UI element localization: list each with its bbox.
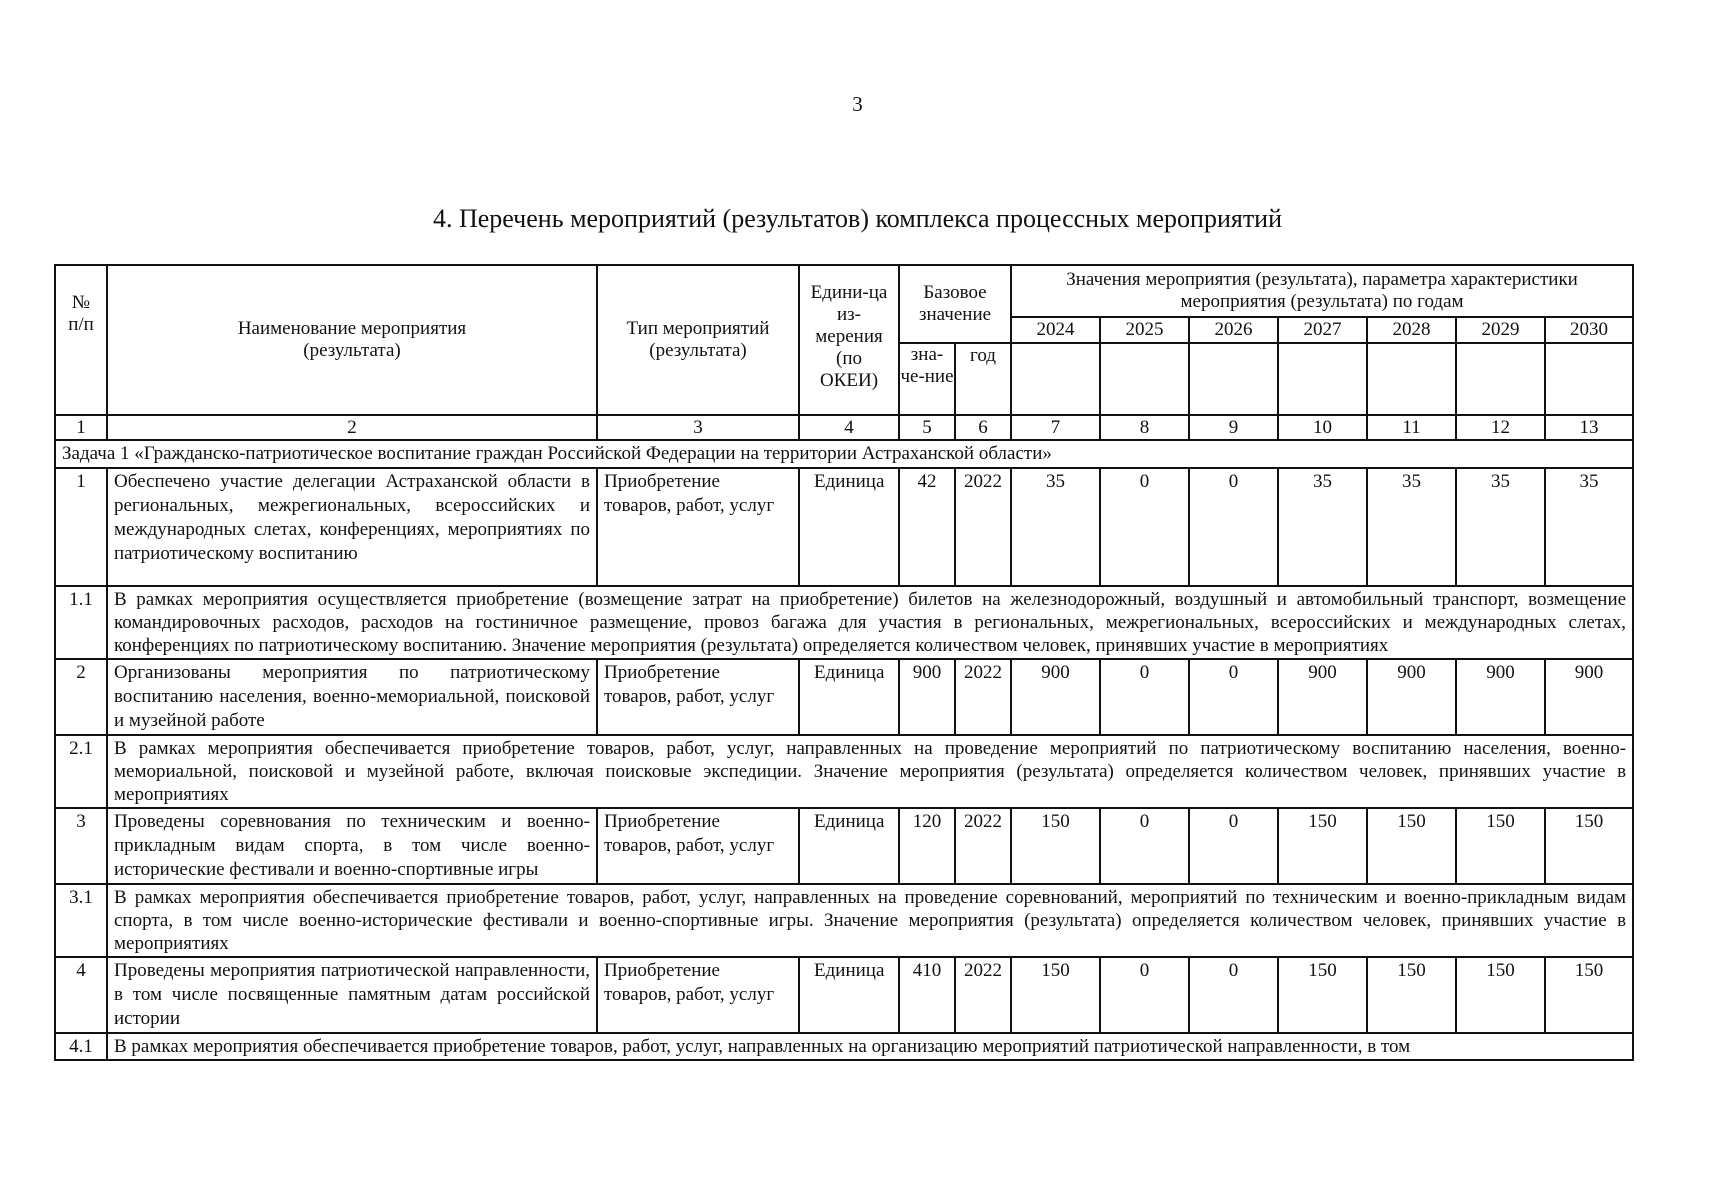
row-value: 0	[1100, 468, 1189, 586]
col-num: 1	[55, 415, 107, 440]
row-value: 150	[1545, 808, 1633, 884]
row-sub-num: 1.1	[55, 586, 107, 659]
row-value: 0	[1189, 808, 1278, 884]
table-row-description	[55, 586, 1633, 659]
row-value: 150	[1367, 957, 1456, 1033]
header-year-2029: 2029	[1456, 317, 1545, 343]
row-base-year: 2022	[955, 468, 1011, 586]
header-year-2027: 2027	[1278, 317, 1367, 343]
row-value: 35	[1278, 468, 1367, 586]
row-type: Приобретение товаров, работ, услуг	[597, 957, 799, 1033]
row-type: Приобретение товаров, работ, услуг	[597, 659, 799, 735]
row-unit: Единица	[799, 957, 899, 1033]
row-num: 2	[55, 659, 107, 735]
col-num: 6	[955, 415, 1011, 440]
document-title: 4. Перечень мероприятий (результатов) комплекса процессных мероприятий	[432, 204, 1283, 233]
header-year-2030: 2030	[1545, 317, 1633, 343]
row-value: 900	[1545, 659, 1633, 735]
row-value: 150	[1011, 957, 1100, 1033]
row-value: 150	[1456, 957, 1545, 1033]
table-row	[55, 808, 1633, 884]
row-value: 900	[1011, 659, 1100, 735]
table-row-description	[55, 1033, 1633, 1060]
activities-table	[54, 264, 1634, 1061]
table-row	[55, 957, 1633, 1033]
row-value: 35	[1367, 468, 1456, 586]
row-value: 150	[1278, 808, 1367, 884]
row-value: 150	[1011, 808, 1100, 884]
row-base-value: 410	[899, 957, 955, 1033]
row-unit: Единица	[799, 808, 899, 884]
task-label: Задача 1 «Гражданско-патриотическое воспитание граждан Российской Федерации на территории Астраханской области»	[55, 440, 1633, 468]
header-num: № п/п	[55, 265, 107, 415]
row-value: 0	[1100, 659, 1189, 735]
header-type: Тип мероприятий (результата)	[597, 265, 799, 415]
column-numbers-row	[55, 415, 1633, 440]
row-sub-text: В рамках мероприятия осуществляется приобретение (возмещение затрат на приобретение) билетов на железнодорожный, воздушный и автомобильный транспорт, возмещение командировочных расходов, расходов на гостиничное размещение, провоз багажа для участия в региональных, межрегиональных, всероссийских и международных слетах, конференциях по патриотическому воспитанию. Значение мероприятия (результата) определяется количеством человек, принявших участие в мероприятиях	[107, 586, 1633, 659]
row-sub-num: 4.1	[55, 1033, 107, 1060]
page-number: 3	[852, 92, 863, 116]
col-num: 11	[1367, 415, 1456, 440]
row-num: 3	[55, 808, 107, 884]
row-value: 150	[1278, 957, 1367, 1033]
row-sub-text: В рамках мероприятия обеспечивается приобретение товаров, работ, услуг, направленных на проведение мероприятий по патриотическому воспитанию населения, военно-мемориальной, поисковой и музейной работе, включая поисковые экспедиции. Значение мероприятия (результата) определяется количеством человек, принявших участие в мероприятиях	[107, 735, 1633, 808]
header-name: Наименование мероприятия (результата)	[107, 265, 597, 415]
row-name: Обеспечено участие делегации Астраханской области в региональных, межрегиональных, всероссийских и международных слетах, конференциях, мероприятиях по патриотическому воспитанию	[107, 468, 597, 586]
col-num: 7	[1011, 415, 1100, 440]
row-num: 4	[55, 957, 107, 1033]
col-num: 9	[1189, 415, 1278, 440]
row-value: 35	[1011, 468, 1100, 586]
row-unit: Единица	[799, 659, 899, 735]
row-value: 900	[1456, 659, 1545, 735]
col-num: 10	[1278, 415, 1367, 440]
row-num: 1	[55, 468, 107, 586]
header-base-value: зна-че-ние	[899, 343, 955, 415]
row-base-value: 120	[899, 808, 955, 884]
col-num: 4	[799, 415, 899, 440]
header-base-year: год	[955, 343, 1011, 415]
row-sub-text: В рамках мероприятия обеспечивается приобретение товаров, работ, услуг, направленных на проведение соревнований, мероприятий по техническим и военно-прикладным видам спорта, в том числе военно-исторические фестивали и военно-спортивные игры. Значение мероприятия (результата) определяется количеством человек, принявших участие в мероприятиях	[107, 884, 1633, 957]
header-values-group: Значения мероприятия (результата), параметра характеристики мероприятия (результата) по годам	[1011, 265, 1633, 317]
row-value: 900	[1367, 659, 1456, 735]
row-value: 0	[1189, 468, 1278, 586]
row-value: 150	[1545, 957, 1633, 1033]
row-value: 900	[1278, 659, 1367, 735]
task-row	[55, 440, 1633, 468]
row-sub-text: В рамках мероприятия обеспечивается приобретение товаров, работ, услуг, направленных на организацию мероприятий патриотической направленности, в том	[107, 1033, 1633, 1060]
row-name: Организованы мероприятия по патриотическому воспитанию населения, военно-мемориальной, поисковой и музейной работе	[107, 659, 597, 735]
row-name: Проведены соревнования по техническим и военно-прикладным видам спорта, в том числе военно-исторические фестивали и военно-спортивные игры	[107, 808, 597, 884]
row-value: 35	[1456, 468, 1545, 586]
row-sub-num: 2.1	[55, 735, 107, 808]
header-year-2025: 2025	[1100, 317, 1189, 343]
row-value: 0	[1189, 659, 1278, 735]
row-value: 0	[1100, 808, 1189, 884]
row-base-year: 2022	[955, 659, 1011, 735]
header-base: Базовое значение	[899, 265, 1011, 343]
table-row-description	[55, 884, 1633, 957]
col-num: 13	[1545, 415, 1633, 440]
col-num: 12	[1456, 415, 1545, 440]
row-value: 150	[1367, 808, 1456, 884]
row-name: Проведены мероприятия патриотической направленности, в том числе посвященные памятным датам российской истории	[107, 957, 597, 1033]
row-type: Приобретение товаров, работ, услуг	[597, 468, 799, 586]
row-base-value: 42	[899, 468, 955, 586]
header-year-2026: 2026	[1189, 317, 1278, 343]
col-num: 8	[1100, 415, 1189, 440]
row-base-year: 2022	[955, 957, 1011, 1033]
row-type: Приобретение товаров, работ, услуг	[597, 808, 799, 884]
row-base-year: 2022	[955, 808, 1011, 884]
row-value: 0	[1100, 957, 1189, 1033]
row-unit: Единица	[799, 468, 899, 586]
row-sub-num: 3.1	[55, 884, 107, 957]
row-value: 150	[1456, 808, 1545, 884]
header-year-2024: 2024	[1011, 317, 1100, 343]
header-unit: Едини-ца из-мерения (по ОКЕИ)	[799, 265, 899, 415]
row-base-value: 900	[899, 659, 955, 735]
col-num: 5	[899, 415, 955, 440]
table-row	[55, 659, 1633, 735]
col-num: 3	[597, 415, 799, 440]
table-row-description	[55, 735, 1633, 808]
row-value: 0	[1189, 957, 1278, 1033]
col-num: 2	[107, 415, 597, 440]
table-row	[55, 468, 1633, 586]
row-value: 35	[1545, 468, 1633, 586]
header-year-2028: 2028	[1367, 317, 1456, 343]
